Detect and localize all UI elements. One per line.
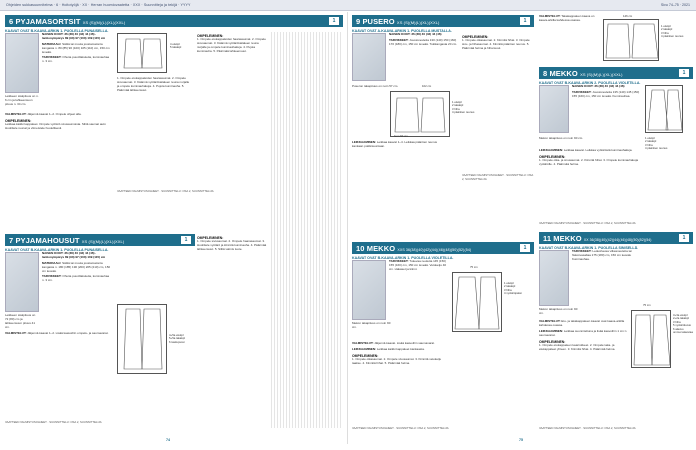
diagram-legend: 1 etukpl 2 takakpl 3 hiha 4 pääntien reunus [661, 24, 684, 39]
pattern-diagram [390, 91, 450, 137]
top-pattern-icon [391, 92, 451, 138]
pattern-sheet-note: KAAVAT OVAT A-KAAVA-ARKIN 1. PUOLELLA MUSTALLA. [352, 29, 452, 33]
pattern-diagram [631, 310, 671, 368]
section-10 [352, 242, 534, 432]
model-photo [5, 252, 39, 312]
right-page [349, 12, 695, 444]
size-info: NAISEN KOOT: 36 (38) 40 (42) 44 (46) TARVIKKEET: Joustoneuletta 130 (140) 150 (160) 170 (180) cm, 150 cm leveää. Tukikangasta 20 cm. [389, 32, 458, 46]
measure-note: Mekon takapituus on noin 90 cm. [539, 136, 584, 140]
dimension-label: 75 cm [643, 303, 651, 307]
dimension-label: 146 cm [623, 14, 633, 18]
page-number: 75 [519, 437, 523, 442]
section-header [539, 67, 693, 79]
section-header [5, 15, 343, 27]
diagram-legend: 1 etukpl 2 takakpl 3 hiha 4 pääntien reunus [645, 136, 668, 151]
section-title: 11 MEKKO XX 36(38)(40)(42)(44)(46)(48)(50)(52)(54) [543, 234, 652, 243]
pattern-diagram [117, 304, 167, 374]
section-header [352, 15, 534, 27]
breadcrumb: Ohjeiden sukkasuunnitelma · 6 · Hoitotyöjä · XX · Herran huomiovaatetta · XXX · Suunnitteja ja tekijä · YYYY [6, 3, 191, 7]
section-footer: VAATTEEN VALMISTUSOHJEET · SUUNNITTELU: OSA 2, SUUNNITTELIJA [352, 425, 449, 430]
left-col-steps-a: OMPELEMINEN: 1. Ompele etukappaleiden haarasaumat. 2. Ompele sivusaumat. 3. Käännä vyötärökaitaleen reuna nurjalle ja ompele kuminauhakuja. 4. Pujota kuminauha. 5. Päärmää lahkeensuut. [197, 34, 266, 54]
dress-pattern-icon [453, 273, 503, 333]
preparation: VALMISTELUT: Etu- ja takakappaleen kaavat ovat kaava-arkilla kahdessa osassa. LEIKKAAMINEN: Leikkaa suunniteltuna ja lisää kaavoihin 1 cm:n saumavarat. OMPELEMINEN: 1. Ompele etukappaleen kaarrokkeet. 2. Ompele taka- ja etukappaleet yhteen. 3. Kiinnitä hihat. 4. Päärmää helma. [539, 319, 627, 351]
section-title: 7 PYJAMAHOUSUT XS (S)(M)(L)(XL)(XXL) [9, 236, 125, 245]
gutter [347, 12, 348, 444]
left-col-steps-b: OMPELEMINEN: 1. Ompele sivusaumat. 2. Ompele haarasaumat. 3. Huolittele vyötärö ja kiinnitä kuminauha. 4. Päärmää lahkeensuut. 5. Silitä valmis tuote. [197, 236, 267, 252]
section-footer: VAATTEEN VALMISTUSOHJEET · SUUNNITTELU: OSA 2, SUUNNITTELIJA [539, 220, 636, 225]
section-header [5, 234, 195, 246]
preparation: VALMISTELUT: Takakappaleen kaava on kaava-arkilla kahdessa osassa. [539, 14, 595, 22]
pattern-diagram [603, 19, 659, 61]
diagram-legend: 3+3a etukpl 2+2a takakpl 3 hiha 5 vyötärökuvio 6 alavuo ommel alavaraa [673, 313, 693, 335]
size-info: TARVIKKEET: Ledeshausa vilkasneuletta tai fiskosvasaltaa 175 (180) cm, 150 cm leveää. Kuminauhaa. [572, 249, 632, 261]
page-topbar [0, 0, 696, 11]
topbar-right: Sivu 74–75 · 2021 [660, 3, 690, 7]
section-footer: VAATTEEN VALMISTUSOHJEET · SUUNNITTELU: OSA 2, SUUNNITTELIJA [539, 425, 636, 430]
diagram-legend: 4 etukpl 5 takakpl [170, 42, 182, 50]
trousers-pattern-icon [118, 305, 168, 375]
pattern-sheet-note: KAAVAT OVAT B-KAAVA-ARKIN 2. PUOLELLA VIOLETILLA. [539, 81, 641, 85]
model-photo [352, 260, 386, 320]
section-footer: VAATTEEN VALMISTUSOHJEET · SUUNNITTELU: OSA 2, SUUNNITTELIJA [5, 419, 102, 424]
dress-pattern-icon [604, 20, 660, 62]
dimension-label: 102 cm [422, 84, 432, 88]
difficulty-badge: 1 [520, 17, 530, 25]
dress-pattern-icon [632, 311, 672, 369]
difficulty-badge: 1 [329, 17, 339, 25]
left-col-body [271, 32, 341, 428]
pattern-sheet-note: KAAVAT OVAT B-KAAVA-ARKIN 1. PUOLELLA VIOLETILLA. [352, 256, 454, 260]
shorts-pattern-icon [118, 34, 168, 74]
dimension-label: hem 57 cm [394, 134, 408, 138]
model-photo [5, 33, 39, 93]
pattern-diagram [645, 85, 683, 133]
pattern-sheet-note: KAAVAT OVAT B-KAAVA-ARKIN 1. PUOLELLA PUNAISELLA. [5, 248, 109, 252]
section-title: 8 MEKKO XS (S)(M)(L)(XL)(XXL) [543, 69, 623, 78]
pattern-sheet-note: KAAVAT OVAT B-KAAVA-ARKIN 1. PUOLELLA SINISELLÄ. [539, 246, 639, 250]
measure-note: Mekon takapituus on noin 90 cm. [352, 321, 391, 329]
size-info: NAISEN KOOT: 36 (38) 40 (42) 44 (46) · lantionympärys 89 (93) 97 (103) 109 (115) cm MATERIAALI: Sättiä tai muuta joustamatonta kangasta n. 180 (185) 190 (200) 205 (210) cm, 150 cm leveää. TARVIKKEET: Ohuita puuvillakuteita, kuminauhaa n. 3 cm. [42, 251, 111, 283]
diagram-legend: 1 etukpl 2 takakpl 3 hiha 4 pääntien reunus [452, 100, 475, 115]
pattern-diagram [117, 33, 167, 73]
dimension-label: 75 cm [470, 265, 478, 269]
cutting-instructions: LEIKKAAMINEN: Leikkaa kaavat. Leikkaa vyötäröstä kuminauhakuja. OMPELEMINEN: 1. Ompele olka- ja sivusaumat. 2. Kiinnitä hihat. 3. Ompele kuminauhakuja vyötärölle. 4. Päärmää helma. [539, 148, 639, 167]
section-footer: VAATTEEN VALMISTUSOHJEET · SUUNNITTELU: OSA 2, SUUNNITTELIJA [117, 188, 214, 193]
page-number: 74 [166, 437, 170, 442]
difficulty-badge: 1 [181, 236, 191, 244]
section-8 [539, 67, 693, 227]
section-13 [539, 15, 693, 65]
difficulty-badge: 1 [679, 69, 689, 77]
model-photo [539, 85, 569, 133]
dress-pattern-icon [646, 86, 684, 134]
measure-note: Puseron takapituus on noin 57 cm. [352, 84, 399, 88]
section-header [352, 242, 534, 254]
size-info: TARVIKKEET: Tukevaa neuletta 145 (150) 155 (160) cm, 150 cm leveää. Vetoketju 40 cm. Hakaset ja kiinni. [389, 259, 447, 271]
diagram-legend: 4+5a etukpl 5+5a takakpl 6 taskupussi [169, 333, 185, 344]
section-title: 10 MEKKO XXS 36(38)(40)(42)(44)(46)(48)(50)(52)(54) [356, 244, 472, 253]
measure-note: Mekon takapituus on noin 90 cm. [539, 307, 578, 315]
photo-caption: Leikkeen sisäpituus on n. 6 cm ja lahkeensuun pituus n. 34 cm. [5, 94, 39, 106]
section-title: 9 PUSERO XS (S)(M)(L)(XL)(XXL) [356, 17, 440, 26]
diagram-legend: 1 etukpl 2 takakpl 3 hiha 4 vyötäröpalat [504, 281, 522, 296]
sewing-steps: 1. Ompele etukappaleiden haarasaumat. 2. Ompele sivusaumat. 3. Käännä vyötärökaitaleen reuna nurjalle ja ompele kuminauhakuja. 4. Pujota kuminauha. 5. Päärmää lahkeensuut. [117, 76, 190, 92]
model-photo [352, 33, 386, 81]
pattern-sheet-note: KAAVAT OVAT B-KAAVA-ARKIN 1. PUOLELLA PUNAISELLA. [5, 29, 109, 33]
section-9 [352, 15, 534, 185]
section-11 [539, 232, 693, 432]
model-photo [539, 250, 569, 306]
size-info: NAISEN KOOT: 36 (38) 40 (42) 44 (46) TARVIKKEET: Joustoneuletta 135 (140) 145 (150) 155 (160) cm, 150 cm leveää. Kuminauhaa. [572, 84, 640, 98]
difficulty-badge: 1 [520, 244, 530, 252]
section-footer: VAATTEEN VALMISTUSOHJEET · SUUNNITTELU: OSA 2, SUUNNITTELIJA [462, 173, 534, 181]
cutting-instructions: LEIKKAAMINEN: Leikkaa kaavat 1–4. Leikkaa pääntien reunus kankaan poikkisuuntaan. [352, 140, 438, 148]
photo-caption: Leikkeen sisäpituus on 72 (80) cm ja lahkeensuun pituus 41 cm. [5, 313, 36, 329]
difficulty-badge: 1 [679, 234, 689, 242]
section-header [539, 232, 693, 244]
section-7 [5, 234, 195, 434]
section-title: 6 PYJAMASORTSIT XS (S)(M)(L)(XL)(XXL) [9, 17, 126, 26]
left-page [1, 12, 347, 444]
preparation: VALMISTELUT: Jäljennä kaavat 1–2. Ompele ohjeet alla. OMPELEMINEN: Leikkaa kaikki kappaleet. Ompele vyötärö sivusaumoista. Silitä saumat auki. Huolittele reunat ja viimeistele huolellisesti. [5, 112, 107, 131]
preparation: VALMISTELUT: Jäljennä kaavat 1–2. Lisää kaavoihin ompelu- ja saumavarat. [5, 331, 109, 335]
pattern-diagram [452, 272, 502, 332]
preparation: VALMISTELUT: Jäljennä kaavat. Lisää kaavoihin saumavarat. LEIKKAAMINEN: Leikkaa kaikki kappaleet kankaasta. OMPELEMINEN: 1. Ompele olkasaumat. 2. Ompele sivusaumat. 3. Kiinnitä vetoketju taakse. 4. Kiinnitä hihat. 5. Päärmää helma. [352, 341, 442, 366]
size-info: NAISEN KOOT: 36 (38) 40 (42) 44 (46) · lantionympärys 89 (93) 97 (103) 109 (115) cm MATERIAALI: Sättiä tai muuta joustamatonta kangasta n. 80 (85) 90 (100) 105 (110) cm, 150 cm leveää. TARVIKKEET: Ohuita puuvillakuteita, kuminauhaa n. 3 cm. [42, 32, 110, 64]
sewing-steps: OMPELEMINEN: 1. Ompele olkasaumat. 2. Kiinnitä hihat. 3. Ompele sivu- ja hihasaumat. 4. Kiinnitä pääntien reunus. 5. Päärmää helma ja hihansuut. [462, 35, 530, 51]
